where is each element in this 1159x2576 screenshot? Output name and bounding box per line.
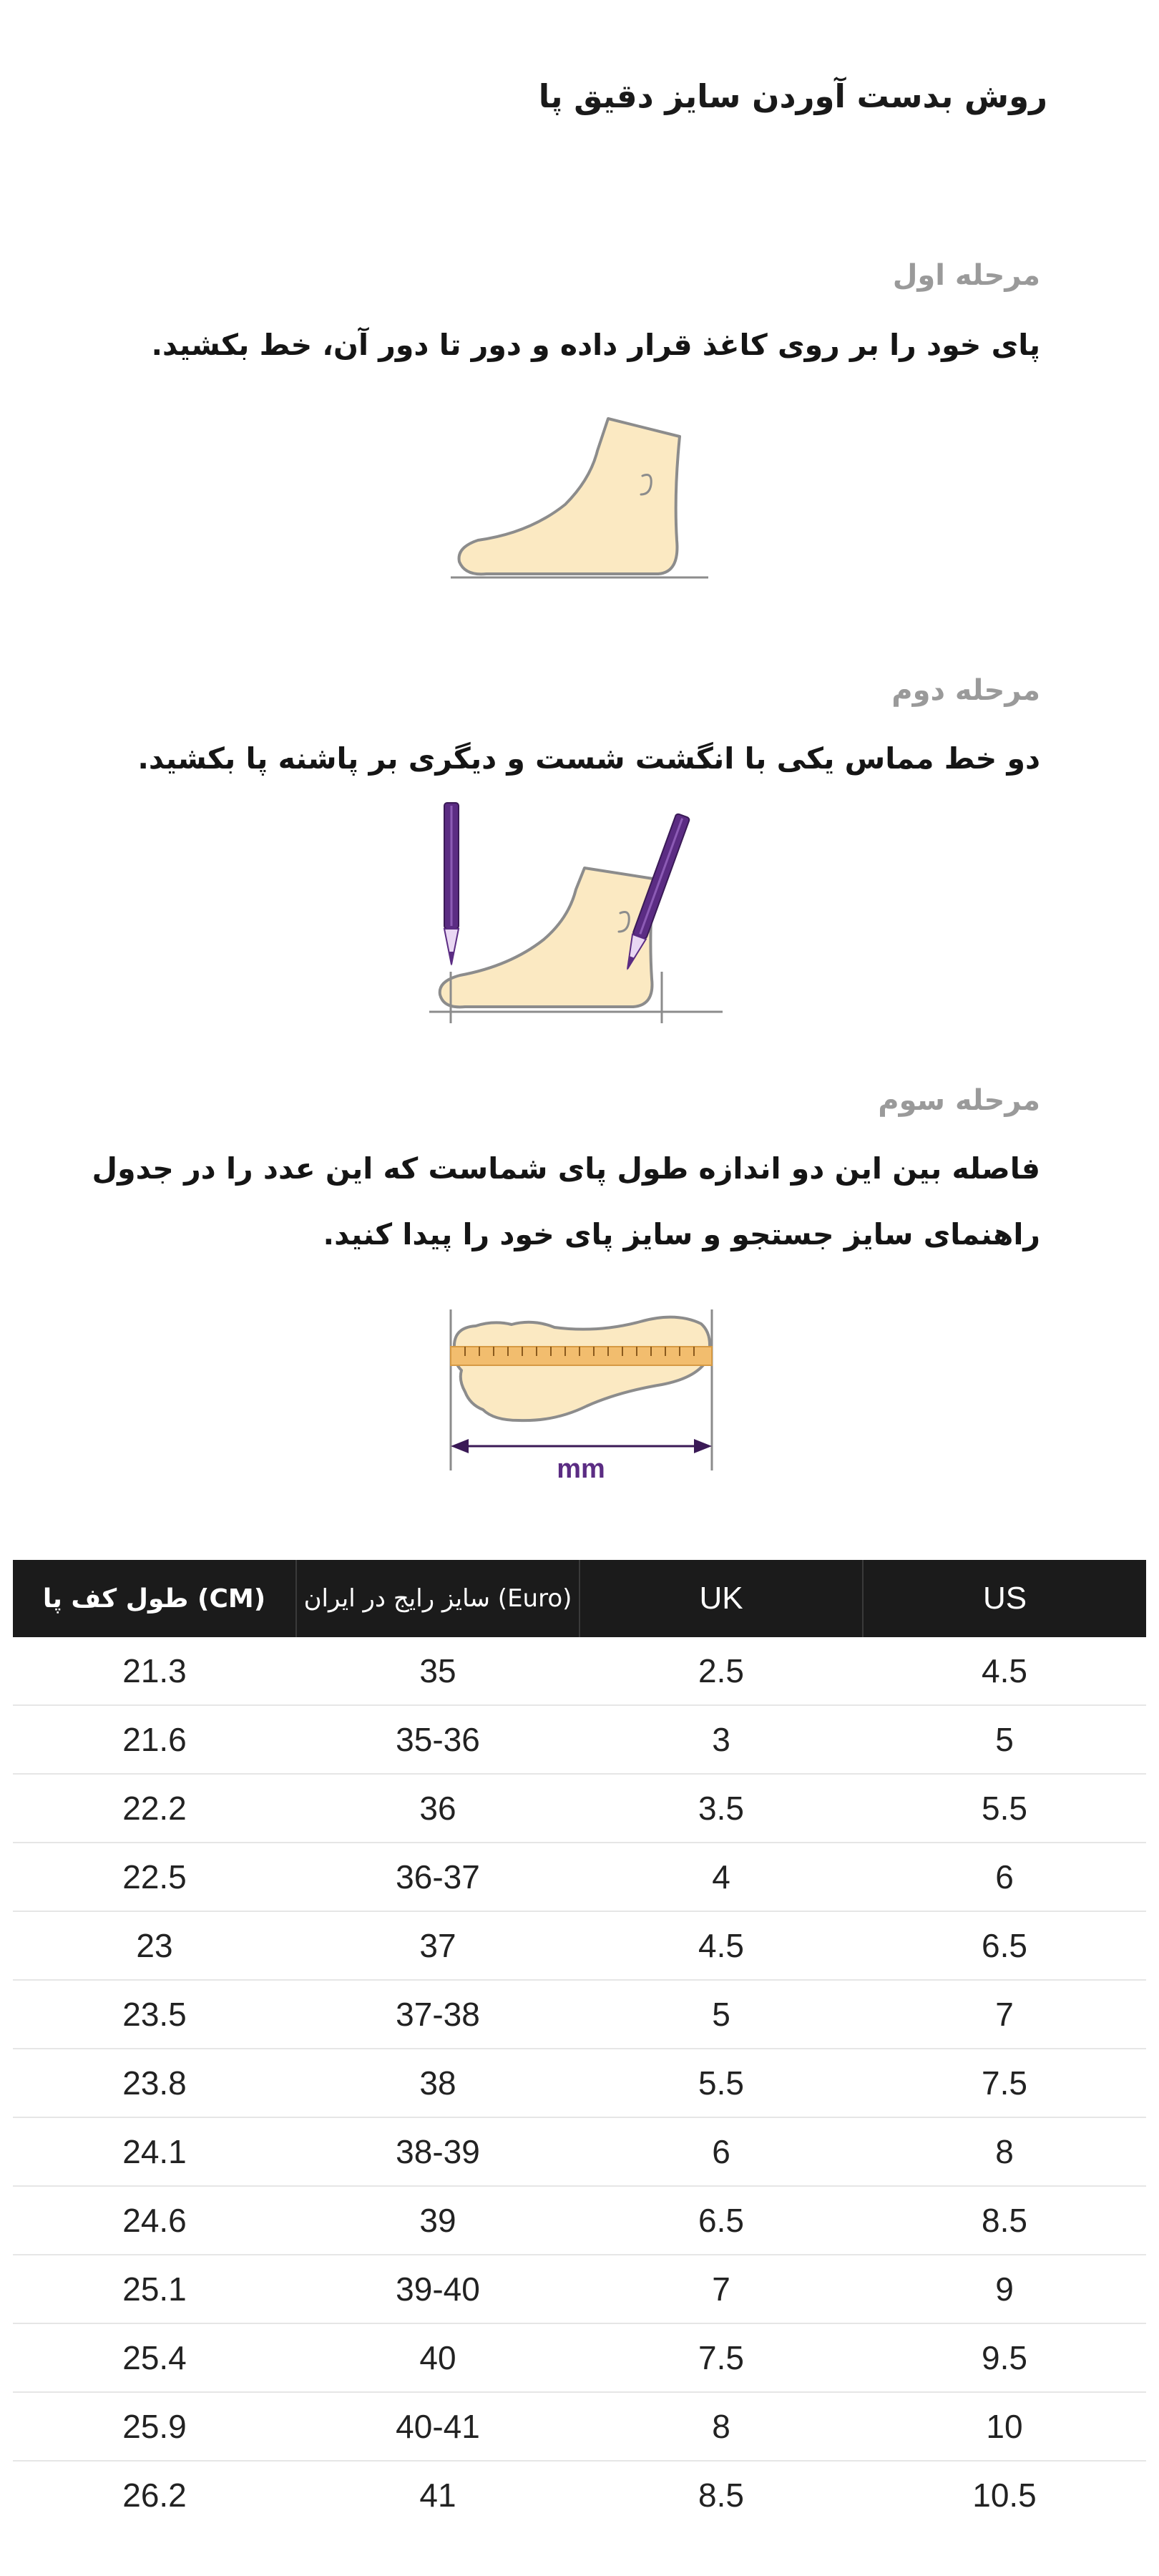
step-1-text: پای خود را بر روی کاغذ قرار داده و دور تا دور آن، خط بکشید. [151,328,1040,362]
cell-euro: 38 [296,2049,580,2117]
cell-us: 8 [863,2117,1146,2186]
cell-uk: 4.5 [580,1911,863,1980]
cell-uk: 8 [580,2392,863,2461]
measure-label: mm [557,1454,605,1484]
foot-ruler-icon [433,1306,733,1485]
cell-us: 10 [863,2392,1146,2461]
cell-us: 5 [863,1705,1146,1774]
cell-uk: 6 [580,2117,863,2186]
table-row [13,1843,1146,1911]
header-uk: UK [580,1560,863,1637]
cell-cm: 22.5 [13,1843,296,1911]
cell-euro: 41 [419,2477,456,2514]
cell-euro: 36-37 [296,1843,580,1911]
table-row [13,1774,1146,1843]
cell-us: 4.5 [863,1637,1146,1705]
cell-euro: 38-39 [296,2117,580,2186]
cell-cm: 25.9 [13,2392,296,2461]
table-row [13,1705,1146,1774]
cell-uk: 6.5 [580,2186,863,2255]
cell-cm: 23 [13,1911,296,1980]
cell-cm: 22.2 [13,1774,296,1843]
cell-euro: 36 [296,1774,580,1843]
cell-uk: 3.5 [580,1774,863,1843]
cell-euro: 40-41 [296,2392,580,2461]
table-body [13,1637,1146,2529]
size-table [13,1560,1146,2529]
cell-us: 6.5 [863,1911,1146,1980]
header-us: US [863,1560,1146,1637]
cell-cm: 24.1 [13,2117,296,2186]
cell-euro: 37 [296,1911,580,1980]
table-row [13,1980,1146,2049]
cell-us: 7.5 [863,2049,1146,2117]
table-row [13,1637,1146,1705]
cell-cm: 25.1 [13,2255,296,2323]
cell-euro: 37-38 [296,1980,580,2049]
table-row [13,2186,1146,2255]
cell-euro: 40 [296,2323,580,2392]
cell-cm: 24.6 [13,2186,296,2255]
cell-us: 7 [863,1980,1146,2049]
cell-uk: 7 [580,2255,863,2323]
cell-uk: 5.5 [580,2049,863,2117]
cell-us: 9 [863,2255,1146,2323]
cell-us: 5.5 [863,1774,1146,1843]
cell-us: 9.5 [863,2323,1146,2392]
cell-uk: 5 [580,1980,863,2049]
table-header-row [13,1560,1146,1637]
cell-cm: 26.2 [122,2477,187,2514]
header-euro: سایز رایج در ایران (Euro) [296,1560,580,1637]
foot-outline-icon [444,408,715,587]
cell-uk: 7.5 [580,2323,863,2392]
step-3-text-line-2: راهنمای سایز جستجو و سایز پای خود را پیدا کنید. [323,1217,1040,1252]
step-1-heading: مرحله اول [892,259,1040,292]
cell-uk: 4 [580,1843,863,1911]
table-row [13,2117,1146,2186]
table-row [13,2049,1146,2117]
cell-cm: 21.3 [13,1637,296,1705]
cell-euro: 39-40 [296,2255,580,2323]
foot-pencils-icon [426,800,733,1029]
step-2-text: دو خط مماس یکی با انگشت شست و دیگری بر پاشنه پا بکشید. [137,741,1040,776]
cell-us: 8.5 [863,2186,1146,2255]
cell-cm: 21.6 [13,1705,296,1774]
step-3-text-line-1: فاصله بین این دو اندازه طول پای شماست که این عدد را در جدول [92,1151,1040,1186]
cell-euro: 35-36 [296,1705,580,1774]
table-row [13,2255,1146,2323]
page-title: روش بدست آوردن سایز دقیق پا [538,77,1047,115]
cell-uk: 2.5 [580,1637,863,1705]
step-2-heading: مرحله دوم [891,674,1040,707]
step-3-heading: مرحله سوم [878,1084,1040,1117]
cell-cm: 25.4 [13,2323,296,2392]
header-cm: طول کف پا (CM) [13,1560,296,1637]
cell-uk: 3 [580,1705,863,1774]
cell-uk: 8.5 [698,2477,744,2514]
cell-us: 6 [863,1843,1146,1911]
cell-us: 10.5 [972,2477,1037,2514]
cell-euro: 35 [296,1637,580,1705]
table-row [13,1911,1146,1980]
cell-cm: 23.8 [13,2049,296,2117]
table-row [13,2461,1146,2529]
table-row [13,2392,1146,2461]
table-row [13,2323,1146,2392]
cell-cm: 23.5 [13,1980,296,2049]
cell-euro: 39 [296,2186,580,2255]
